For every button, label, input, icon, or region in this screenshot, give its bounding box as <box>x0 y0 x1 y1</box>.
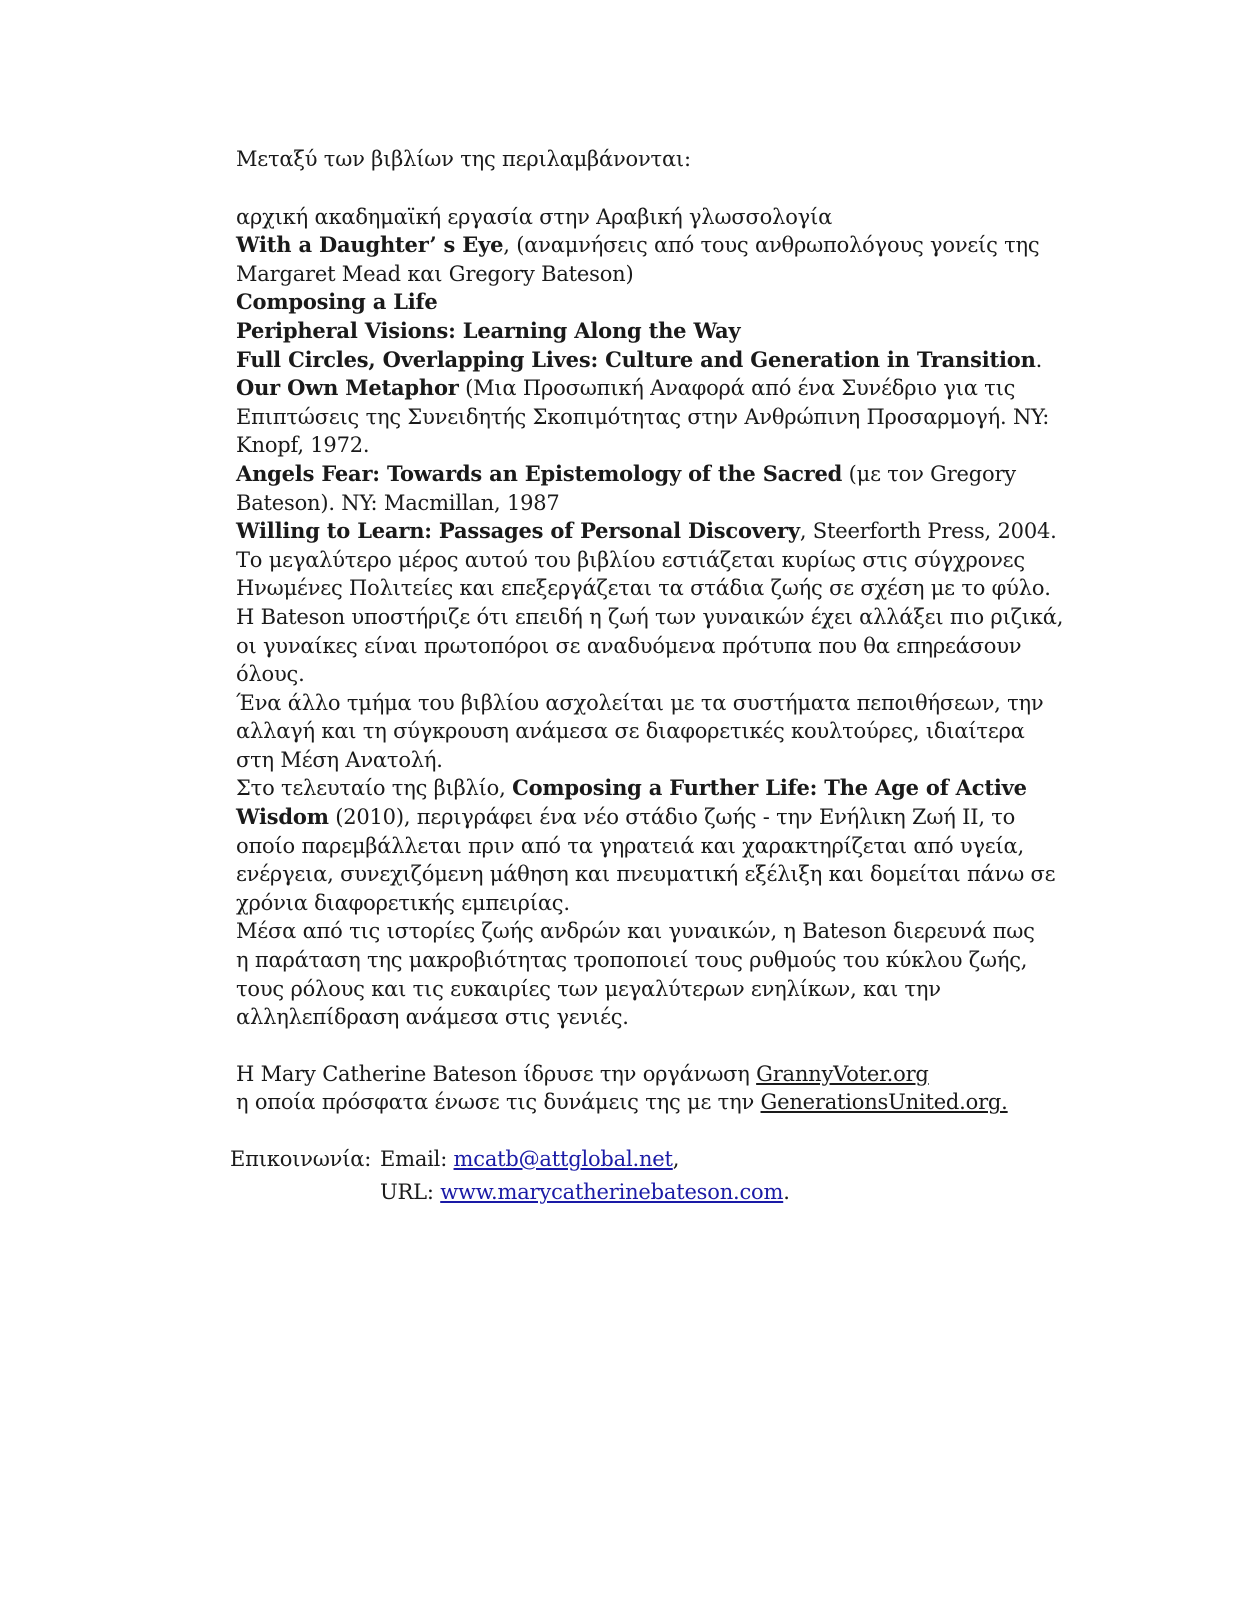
book-title: Willing to Learn: Passages of Personal Discovery <box>236 518 800 544</box>
paragraph-line: χρόνια διαφορετικής εμπειρίας. <box>236 890 570 915</box>
email-link[interactable]: mcatb@attglobal.net <box>453 1147 673 1171</box>
spacer <box>236 1032 1036 1060</box>
book-title: Composing a Further Life: The Age of Active <box>512 775 1027 801</box>
book-title: Our Own Metaphor <box>236 375 459 401</box>
paragraph-line: Το μεγαλύτερο μέρος αυτού του βιβλίου εστιάζεται κυρίως στις σύγχρονες <box>236 547 1025 572</box>
org-line: Η Mary Catherine Bateson ίδρυσε την οργάνωση GrannyVoter.org <box>236 1061 929 1086</box>
book-daughters-eye-cont: Margaret Mead και Gregory Bateson) <box>236 261 634 286</box>
contact-email-line: Επικοινωνία: Email: mcatb@attglobal.net, <box>230 1145 1036 1174</box>
book-arabic-linguistics: αρχική ακαδημαϊκή εργασία στην Αραβική γλωσσολογία <box>236 204 833 229</box>
book-daughters-eye: With a Daughter’ s Eye, (αναμνήσεις από τους ανθρωπολόγους γονείς της <box>236 232 1040 258</box>
paragraph-line: οποίο παρεμβάλλεται πριν από τα γηρατειά και χαρακτηρίζεται από υγεία, <box>236 833 1024 858</box>
book-title: Full Circles, Overlapping Lives: Culture and Generation in Transition <box>236 346 1036 372</box>
book-angels-fear-cont: Bateson). NY: Macmillan, 1987 <box>236 490 560 515</box>
paragraph-line: όλους. <box>236 662 305 687</box>
contact-block <box>230 1145 1036 1206</box>
intro-line: Μεταξύ των βιβλίων της περιλαμβάνονται: <box>236 147 691 171</box>
contact-label: Επικοινωνία: <box>230 1147 372 1171</box>
book-title: Peripheral Visions: Learning Along the Way <box>236 317 741 343</box>
paragraph-line: Η Bateson υποστήριζε ότι επειδή η ζωή των γυναικών έχει αλλάξει πιο ριζικά, <box>236 604 1064 629</box>
paragraph-line: Μέσα από τις ιστορίες ζωής ανδρών και γυναικών, η Bateson διερευνά πως <box>236 919 1035 944</box>
paragraph-line: στη Μέση Ανατολή. <box>236 747 443 772</box>
book-full-circles: Full Circles, Overlapping Lives: Culture and Generation in Transition. <box>236 346 1043 372</box>
book-our-own-metaphor: Our Own Metaphor (Μια Προσωπική Αναφορά από ένα Συνέδριο για τις <box>236 375 1016 401</box>
paragraph-line: αλλαγή και τη σύγκρουση ανάμεσα σε διαφορετικές κουλτούρες, ιδιαίτερα <box>236 719 1025 744</box>
book-willing-to-learn: Willing to Learn: Passages of Personal Discovery, Steerforth Press, 2004. <box>236 518 1057 544</box>
paragraph-line: Ηνωμένες Πολιτείες και επεξεργάζεται τα στάδια ζωής σε σχέση με το φύλο. <box>236 576 1051 601</box>
paragraph-line: ενέργεια, συνεχιζόμενη μάθηση και πνευματική εξέλιξη και δομείται πάνω σε <box>236 862 1056 887</box>
paragraph-line: Wisdom (2010), περιγράφει ένα νέο στάδιο ζωής - την Ενήλικη Ζωή ΙΙ, το <box>236 804 1016 830</box>
paragraph-line: η παράταση της μακροβιότητας τροποποιεί τους ρυθμούς του κύκλου ζωής, <box>236 948 1028 973</box>
book-peripheral-visions <box>236 317 1036 346</box>
paragraph-line: Στο τελευταίο της βιβλίο, Composing a Further Life: The Age of Active <box>236 775 1027 801</box>
book-composing-a-life <box>236 288 1036 317</box>
book-title: Composing a Life <box>236 289 438 315</box>
paragraph-line: τους ρόλους και τις ευκαιρίες των μεγαλύτερων ενηλίκων, και την <box>236 976 941 1001</box>
book-our-own-metaphor-cont: Knopf, 1972. <box>236 433 370 458</box>
grannyvoter-link[interactable]: GrannyVoter.org <box>756 1061 929 1086</box>
spacer <box>236 174 1036 203</box>
website-link[interactable]: www.marycatherinebateson.com <box>440 1179 784 1204</box>
book-title: With a Daughter’ s Eye <box>236 232 504 258</box>
book-title: Wisdom <box>236 804 329 830</box>
paragraph-line: Ένα άλλο τμήμα του βιβλίου ασχολείται με τα συστήματα πεποιθήσεων, την <box>236 690 1044 715</box>
book-our-own-metaphor-cont: Επιπτώσεις της Συνειδητής Σκοπιμότητας στην Ανθρώπινη Προσαρμογή. NY: <box>236 404 1050 429</box>
generationsunited-link[interactable]: GenerationsUnited.org. <box>760 1090 1008 1115</box>
org-line: η οποία πρόσφατα ένωσε τις δυνάμεις της με την GenerationsUnited.org. <box>236 1090 1008 1115</box>
book-angels-fear: Angels Fear: Towards an Epistemology of the Sacred (με τον Gregory <box>236 460 1016 486</box>
contact-url-line: URL: www.marycatherinebateson.com. <box>380 1179 790 1204</box>
document-page <box>230 145 1064 1206</box>
paragraph-line: αλληλεπίδραση ανάμεσα στις γενιές. <box>236 1005 629 1030</box>
spacer <box>236 1117 1036 1145</box>
book-title: Angels Fear: Towards an Epistemology of the Sacred <box>236 460 843 486</box>
paragraph-line: οι γυναίκες είναι πρωτοπόροι σε αναδυόμενα πρότυπα που θα επηρεάσουν <box>236 633 1022 658</box>
